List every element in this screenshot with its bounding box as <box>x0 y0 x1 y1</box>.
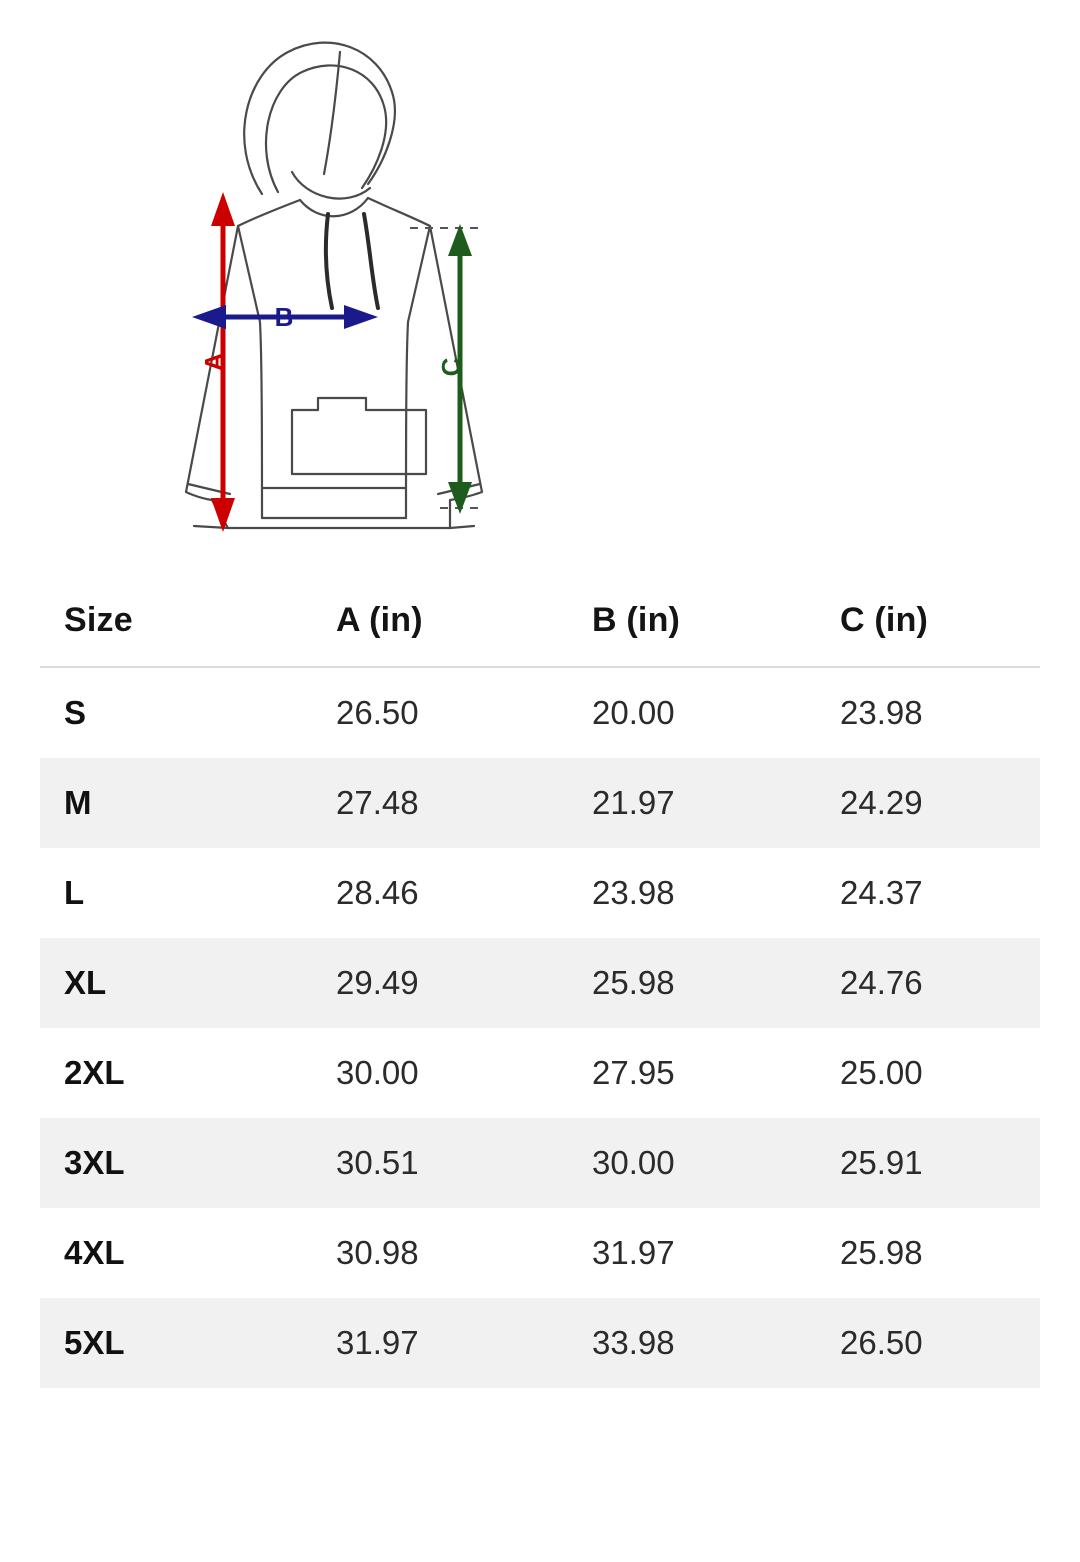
cell-b: 20.00 <box>592 694 675 731</box>
table-row <box>40 1298 1040 1388</box>
table-header <box>40 585 1040 667</box>
header-c: C (in) <box>812 585 1040 667</box>
cell-size: XL <box>64 964 107 1001</box>
cell-a: 26.50 <box>336 694 419 731</box>
cell-c: 24.76 <box>840 964 923 1001</box>
table-row <box>40 1028 1040 1118</box>
header-size: Size <box>40 585 308 667</box>
table-row <box>40 848 1040 938</box>
size-table-container <box>40 585 1040 1388</box>
measure-a-label: A <box>199 352 229 372</box>
measure-c-label: C <box>436 357 466 377</box>
table-row <box>40 1208 1040 1298</box>
cell-c: 25.91 <box>840 1144 923 1181</box>
cell-c: 26.50 <box>840 1324 923 1361</box>
table-row <box>40 1118 1040 1208</box>
cell-a: 30.00 <box>336 1054 419 1091</box>
measure-b-label: B <box>274 302 294 332</box>
cell-b: 30.00 <box>592 1144 675 1181</box>
cell-a: 30.98 <box>336 1234 419 1271</box>
cell-a: 29.49 <box>336 964 419 1001</box>
cell-size: 3XL <box>64 1144 125 1181</box>
measure-a-group <box>199 192 235 532</box>
cell-size: 4XL <box>64 1234 125 1271</box>
cell-a: 30.51 <box>336 1144 419 1181</box>
cell-a: 27.48 <box>336 784 419 821</box>
cell-b: 23.98 <box>592 874 675 911</box>
cell-size: 2XL <box>64 1054 125 1091</box>
cell-b: 21.97 <box>592 784 675 821</box>
measure-b-group <box>192 302 378 332</box>
cell-a: 31.97 <box>336 1324 419 1361</box>
cell-b: 25.98 <box>592 964 675 1001</box>
measurement-diagram <box>0 0 1080 570</box>
header-a: A (in) <box>308 585 564 667</box>
hoodie-diagram-svg <box>78 22 548 542</box>
cell-size: S <box>64 694 87 731</box>
cell-c: 23.98 <box>840 694 923 731</box>
cell-b: 33.98 <box>592 1324 675 1361</box>
size-table <box>40 585 1040 1388</box>
table-body <box>40 667 1040 1388</box>
table-row <box>40 758 1040 848</box>
cell-size: 5XL <box>64 1324 125 1361</box>
header-b: B (in) <box>564 585 812 667</box>
cell-a: 28.46 <box>336 874 419 911</box>
cell-b: 31.97 <box>592 1234 675 1271</box>
cell-b: 27.95 <box>592 1054 675 1091</box>
table-row <box>40 667 1040 758</box>
cell-c: 25.00 <box>840 1054 923 1091</box>
cell-size: L <box>64 874 85 911</box>
table-header-row <box>40 585 1040 667</box>
table-row <box>40 938 1040 1028</box>
cell-c: 25.98 <box>840 1234 923 1271</box>
cell-size: M <box>64 784 92 821</box>
cell-c: 24.37 <box>840 874 923 911</box>
cell-c: 24.29 <box>840 784 923 821</box>
